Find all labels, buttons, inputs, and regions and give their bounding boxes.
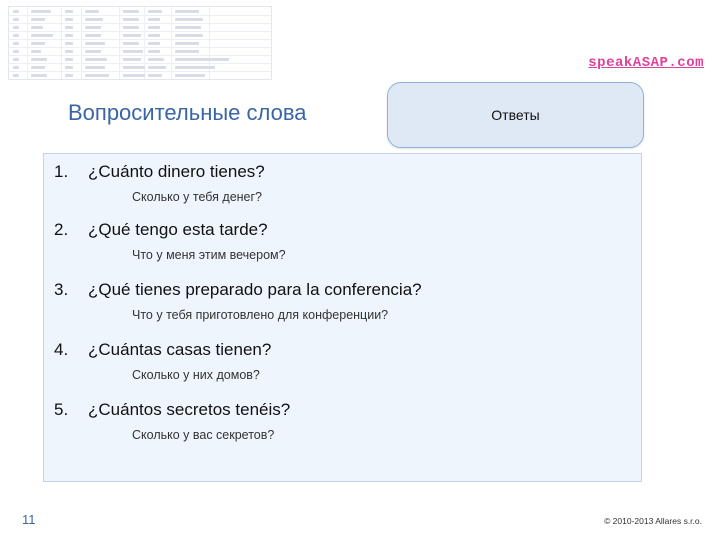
question-text	[54, 280, 631, 300]
question-item	[54, 340, 631, 382]
question-spanish: ¿Qué tienes preparado para la conferencia?	[88, 280, 422, 299]
background-table-cell	[65, 58, 73, 61]
background-table-cell	[31, 58, 47, 61]
question-item	[54, 400, 631, 442]
question-spanish: ¿Cuántas casas tienen?	[88, 340, 272, 359]
background-table-cell	[123, 58, 141, 61]
background-table-cell	[85, 34, 101, 37]
background-table-cell	[65, 34, 73, 37]
question-item	[54, 162, 631, 204]
question-number: 1.	[54, 162, 69, 181]
background-table-rule	[9, 39, 271, 40]
copyright-notice: © 2010-2013 Allares s.r.o.	[604, 516, 702, 526]
background-table-cell	[175, 34, 203, 37]
question-number: 4.	[54, 340, 69, 359]
background-table-cell	[175, 66, 215, 69]
background-table-cell	[31, 50, 41, 53]
background-table-cell	[31, 66, 45, 69]
background-table-cell	[123, 18, 139, 21]
background-table-cell	[65, 18, 73, 21]
background-table-cell	[148, 50, 160, 53]
background-table-cell	[31, 18, 45, 21]
background-table-cell	[123, 26, 139, 29]
background-table-cell	[13, 26, 19, 29]
background-table-cell	[148, 58, 164, 61]
background-table-rule	[9, 63, 271, 64]
question-item	[54, 280, 631, 322]
background-table-cell	[31, 34, 53, 37]
question-number: 3.	[54, 280, 69, 299]
background-table-cell	[65, 74, 73, 77]
background-table-cell	[175, 10, 199, 13]
background-table-cell	[31, 26, 43, 29]
background-table-cell	[148, 18, 160, 21]
background-table-decoration	[8, 6, 272, 80]
background-table-cell	[175, 58, 229, 61]
question-text	[54, 162, 631, 182]
background-table-cell	[13, 10, 19, 13]
background-table-rule	[27, 7, 28, 79]
background-table-cell	[148, 42, 160, 45]
background-table-rule	[171, 7, 172, 79]
background-table-cell	[123, 74, 145, 77]
background-table-rule	[9, 15, 271, 16]
question-spanish: ¿Cuánto dinero tienes?	[88, 162, 265, 181]
page-number: 11	[22, 512, 36, 527]
background-table-cell	[13, 50, 19, 53]
background-table-cell	[31, 74, 47, 77]
question-translation: Сколько у вас секретов?	[132, 428, 275, 442]
background-table-cell	[123, 34, 141, 37]
background-table-cell	[13, 18, 19, 21]
background-table-cell	[175, 74, 205, 77]
question-number: 2.	[54, 220, 69, 239]
question-text	[54, 400, 631, 420]
background-table-cell	[148, 74, 162, 77]
background-table-cell	[13, 66, 19, 69]
background-table-cell	[13, 58, 19, 61]
brand-link[interactable]: speakASAP.com	[588, 55, 704, 71]
background-table-cell	[85, 50, 101, 53]
question-translation: Что у тебя приготовлено для конференции?	[132, 308, 389, 322]
background-table-rule	[61, 7, 62, 79]
background-table-rule	[81, 7, 82, 79]
question-text	[54, 340, 631, 360]
background-table-cell	[123, 66, 145, 69]
background-table-cell	[85, 42, 105, 45]
background-table-cell	[13, 34, 19, 37]
background-table-cell	[65, 26, 73, 29]
background-table-cell	[85, 58, 107, 61]
question-spanish: ¿Cuántos secretos tenéis?	[88, 400, 291, 419]
background-table-cell	[85, 74, 109, 77]
background-table-cell	[65, 10, 73, 13]
background-table-cell	[175, 50, 199, 53]
background-table-cell	[65, 42, 73, 45]
slide-heading: Вопросительные слова	[68, 100, 307, 125]
background-table-cell	[31, 10, 51, 13]
background-table-rule	[9, 55, 271, 56]
question-spanish: ¿Qué tengo esta tarde?	[88, 220, 268, 239]
background-table-cell	[123, 50, 143, 53]
background-table-cell	[175, 42, 199, 45]
question-text	[54, 220, 631, 240]
background-table-cell	[85, 10, 99, 13]
background-table-rule	[9, 23, 271, 24]
background-table-cell	[65, 66, 73, 69]
answers-button[interactable]: Ответы	[387, 82, 644, 148]
background-table-cell	[148, 34, 160, 37]
question-translation: Сколько у тебя денег?	[132, 190, 263, 204]
background-table-cell	[175, 26, 201, 29]
background-table-cell	[175, 18, 203, 21]
question-number: 5.	[54, 400, 69, 419]
background-table-cell	[148, 66, 166, 69]
background-table-rule	[9, 31, 271, 32]
background-table-cell	[123, 10, 139, 13]
background-table-cell	[13, 42, 19, 45]
background-table-cell	[65, 50, 73, 53]
background-table-cell	[31, 42, 45, 45]
question-translation: Сколько у них домов?	[132, 368, 260, 382]
background-table-rule	[119, 7, 120, 79]
background-table-cell	[148, 26, 160, 29]
background-table-rule	[9, 47, 271, 48]
question-item	[54, 220, 631, 262]
background-table-rule	[9, 71, 271, 72]
background-table-cell	[85, 66, 105, 69]
background-table-cell	[123, 42, 139, 45]
questions-panel	[43, 153, 642, 482]
background-table-cell	[148, 10, 162, 13]
background-table-cell	[85, 18, 103, 21]
question-translation: Что у меня этим вечером?	[132, 248, 286, 262]
background-table-cell	[85, 26, 101, 29]
background-table-cell	[13, 74, 19, 77]
